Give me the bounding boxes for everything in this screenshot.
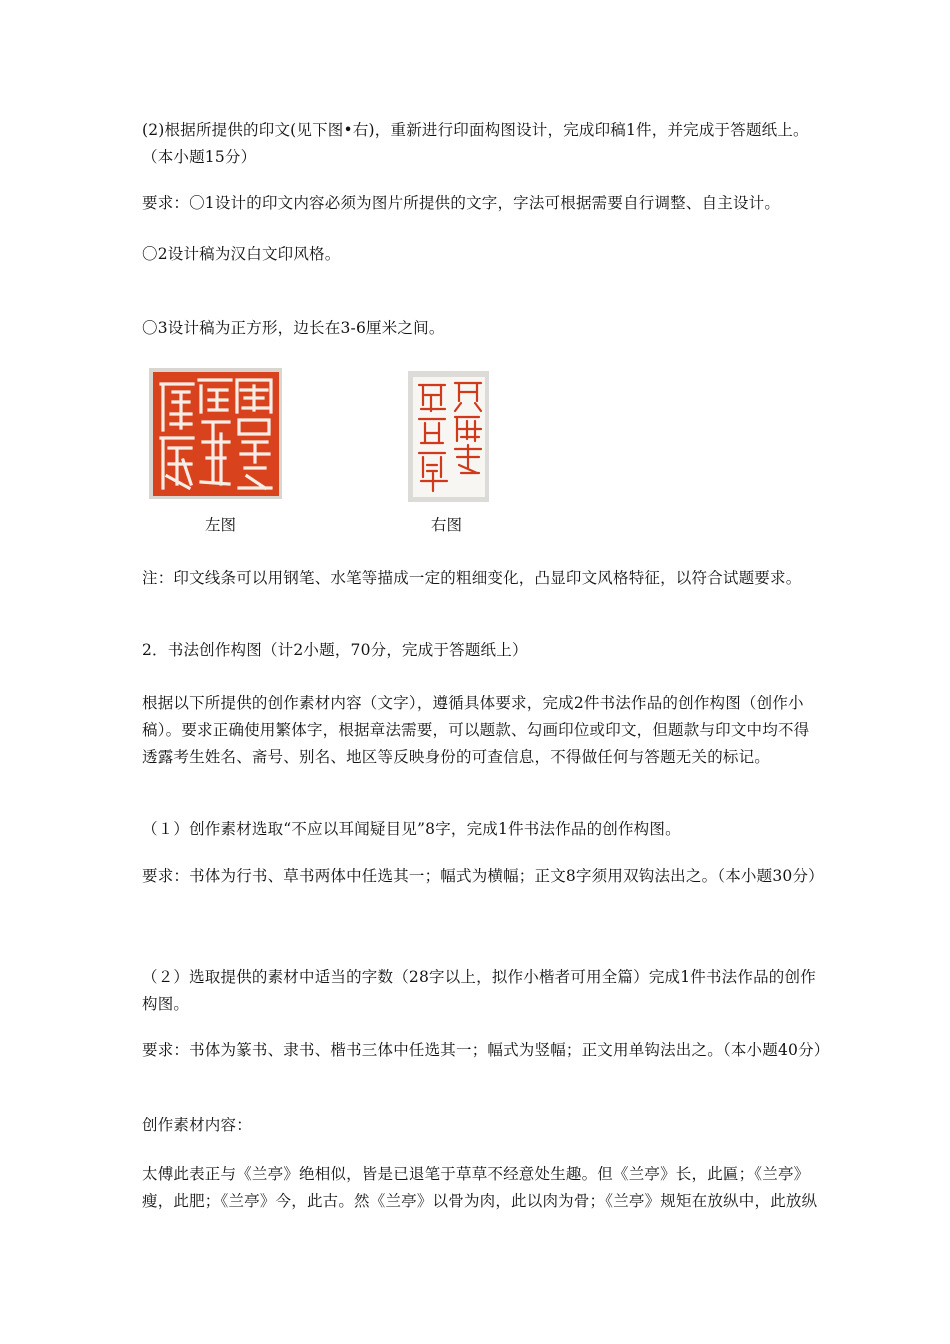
right-image-caption: 右图 bbox=[431, 516, 463, 534]
item-1-requirement: 要求：书体为行书、草书两体中任选其一；幅式为横幅；正文8字须用双钩法出之。（本小题30分） bbox=[142, 867, 824, 885]
left-seal-glyphs bbox=[153, 372, 279, 496]
right-seal-image bbox=[408, 371, 489, 502]
left-image-caption: 左图 bbox=[205, 516, 237, 534]
right-seal-glyphs bbox=[413, 377, 485, 497]
requirement-1: 要求：〇1设计的印文内容必须为图片所提供的文字，字法可根据需要自行调整、自主设计。 bbox=[142, 194, 781, 212]
item-2: （２）选取提供的素材中适当的字数（28字以上，拟作小楷者可用全篇）完成1件书法作品的创作构图。 bbox=[142, 968, 816, 1013]
question-2-intro: (2)根据所提供的印文(见下图•右)，重新进行印面构图设计，完成印稿1件，并完成于答题纸上。（本小题15分） bbox=[142, 121, 809, 166]
section-2-title: 2．书法创作构图（计2小题，70分，完成于答题纸上） bbox=[142, 641, 528, 659]
note-text: 注：印文线条可以用钢笔、水笔等描成一定的粗细变化，凸显印文风格特征，以符合试题要求。 bbox=[142, 569, 802, 587]
section-2-intro: 根据以下所提供的创作素材内容（文字），遵循具体要求，完成2件书法作品的创作构图（创作小稿）。要求正确使用繁体字，根据章法需要，可以题款、勾画印位或印文，但题款与印文中均不得透露考生姓名、斋号、别名、地区等反映身份的可查信息，不得做任何与答题无关的标记。 bbox=[142, 694, 810, 766]
requirement-3: 〇3设计稿为正方形，边长在3-6厘米之间。 bbox=[142, 319, 445, 337]
left-seal-image bbox=[149, 368, 282, 499]
requirement-2: 〇2设计稿为汉白文印风格。 bbox=[142, 245, 341, 263]
material-label: 创作素材内容： bbox=[142, 1116, 252, 1134]
item-2-requirement: 要求：书体为篆书、隶书、楷书三体中任选其一；幅式为竖幅；正文用单钩法出之。（本小题40分） bbox=[142, 1041, 830, 1059]
material-text: 太傅此表正与《兰亭》绝相似，皆是已退笔于草草不经意处生趣。但《兰亭》长，此匾；《兰亭》瘦，此肥；《兰亭》今，此古。然《兰亭》以骨为肉，此以肉为骨；《兰亭》规矩在放纵中，此放纵 bbox=[142, 1165, 818, 1210]
item-1: （１）创作素材选取“不应以耳闻疑目见”8字，完成1件书法作品的创作构图。 bbox=[142, 820, 681, 838]
